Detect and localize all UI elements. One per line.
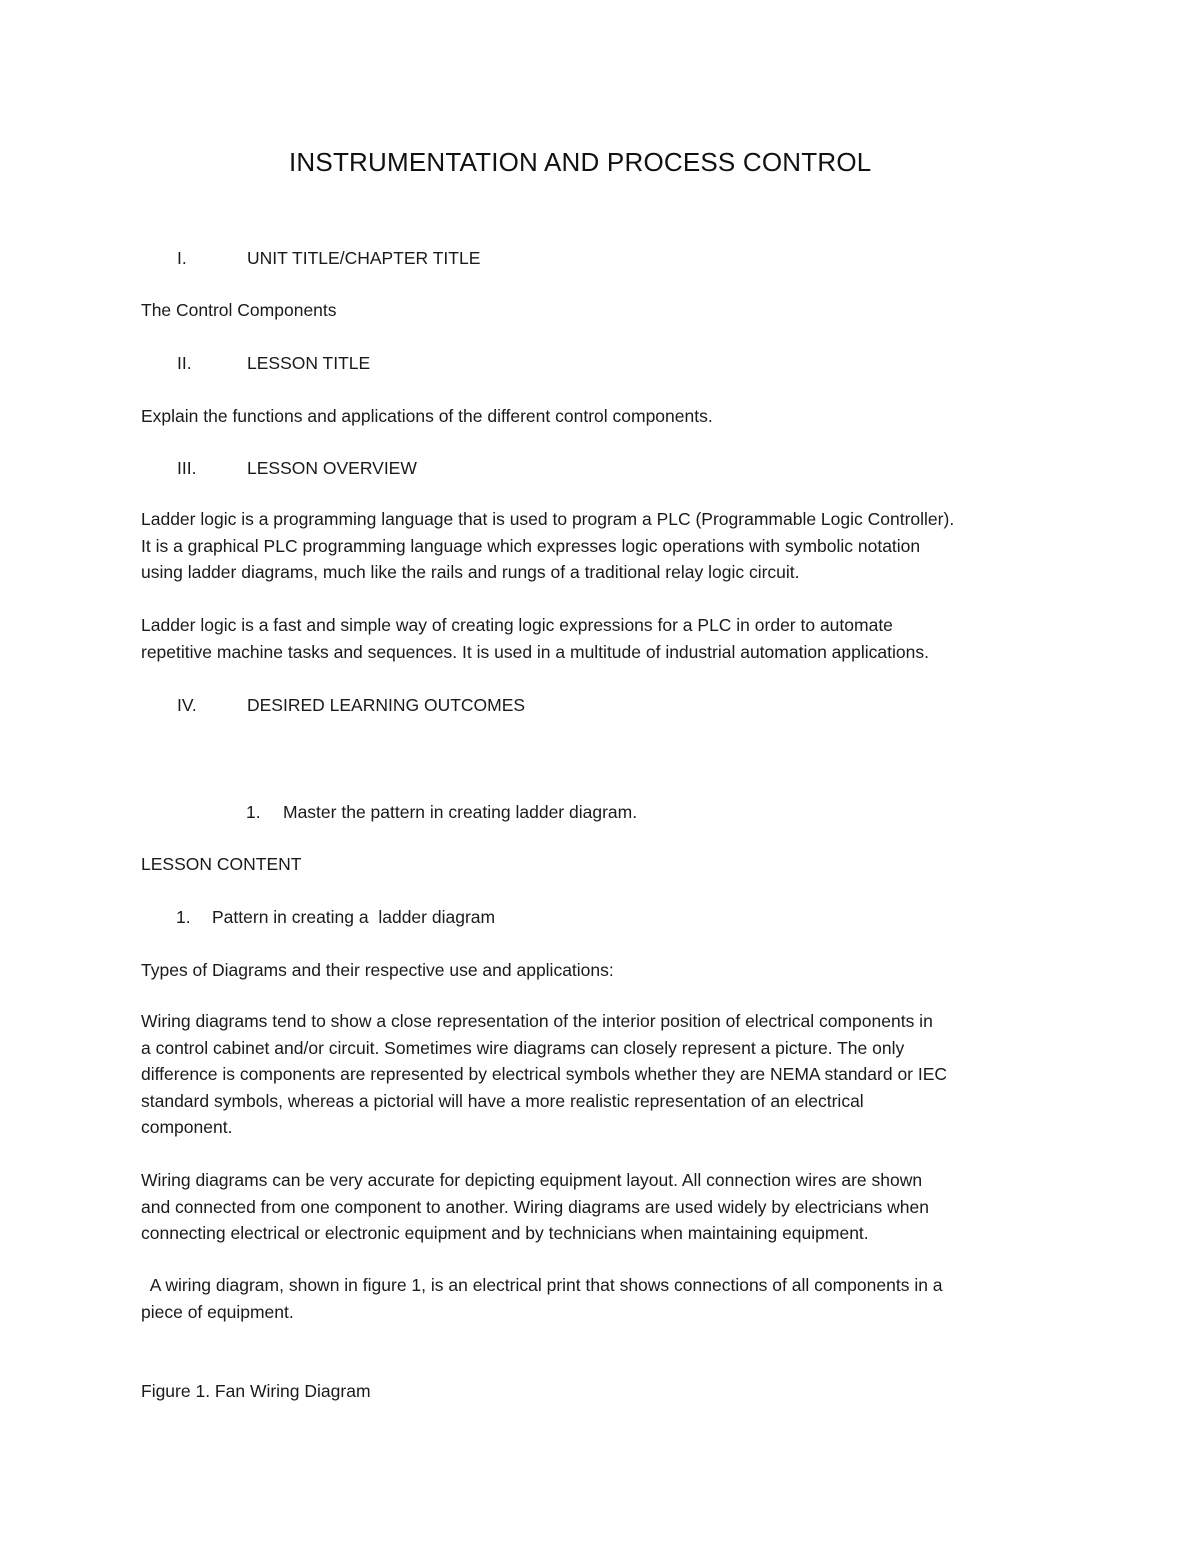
outcome-text: Master the pattern in creating ladder diagram. xyxy=(283,802,638,822)
paragraph-line: component. xyxy=(141,1117,233,1137)
paragraph-line: Wiring diagrams tend to show a close representation of the interior position of electrical components in xyxy=(141,1011,933,1031)
paragraph-line: using ladder diagrams, much like the rails and rungs of a traditional relay logic circuit. xyxy=(141,562,800,582)
types-intro: Types of Diagrams and their respective use and applications: xyxy=(141,960,614,980)
paragraph-line: a control cabinet and/or circuit. Sometimes wire diagrams can closely represent a picture. The only xyxy=(141,1037,905,1058)
paragraph-line: It is a graphical PLC programming language which expresses logic operations with symbolic notation xyxy=(141,535,921,556)
figure-caption: Figure 1. Fan Wiring Diagram xyxy=(141,1381,371,1401)
outcome-number: 1. xyxy=(246,802,261,822)
overview-paragraph xyxy=(141,506,1061,586)
paragraph-line: Ladder logic is a fast and simple way of creating logic expressions for a PLC in order to automate xyxy=(141,615,893,635)
lesson-title-text: Explain the functions and applications of the different control components. xyxy=(141,406,713,426)
section-heading-unit-title: UNIT TITLE/CHAPTER TITLE xyxy=(247,248,481,268)
paragraph-line: Wiring diagrams can be very accurate for depicting equipment layout. All connection wires are shown xyxy=(141,1170,923,1190)
section-numeral: I. xyxy=(177,248,187,268)
paragraph-line: and connected from one component to another. Wiring diagrams are used widely by electricians when xyxy=(141,1196,929,1217)
content-item-text: Pattern in creating a ladder diagram xyxy=(212,907,496,927)
section-numeral: IV. xyxy=(177,695,197,715)
paragraph-line: connecting electrical or electronic equipment and by technicians when maintaining equipment. xyxy=(141,1223,869,1243)
section-numeral: III. xyxy=(177,458,197,478)
content-paragraph xyxy=(141,1272,1061,1325)
section-numeral: II. xyxy=(177,353,192,373)
paragraph-line: A wiring diagram, shown in figure 1, is an electrical print that shows connections of all components in a xyxy=(141,1275,943,1295)
paragraph-line: difference is components are represented by electrical symbols whether they are NEMA standard or IEC xyxy=(141,1064,948,1084)
content-item-number: 1. xyxy=(176,907,191,927)
section-heading-lesson-overview: LESSON OVERVIEW xyxy=(247,458,417,478)
paragraph-line: piece of equipment. xyxy=(141,1301,294,1322)
content-paragraph xyxy=(141,1008,1061,1141)
document-title: INSTRUMENTATION AND PROCESS CONTROL xyxy=(289,147,872,177)
content-paragraph xyxy=(141,1167,1061,1247)
overview-paragraph xyxy=(141,612,1061,665)
section-heading-lesson-title: LESSON TITLE xyxy=(247,353,371,373)
paragraph-line: repetitive machine tasks and sequences. It is used in a multitude of industrial automation applications. xyxy=(141,641,929,662)
paragraph-line: standard symbols, whereas a pictorial will have a more realistic representation of an electrical xyxy=(141,1090,864,1111)
section-heading-learning-outcomes: DESIRED LEARNING OUTCOMES xyxy=(247,695,526,715)
paragraph-line: Ladder logic is a programming language that is used to program a PLC (Programmable Logic Controller). xyxy=(141,509,955,529)
unit-title-text: The Control Components xyxy=(141,300,337,320)
lesson-content-heading: LESSON CONTENT xyxy=(141,854,302,874)
